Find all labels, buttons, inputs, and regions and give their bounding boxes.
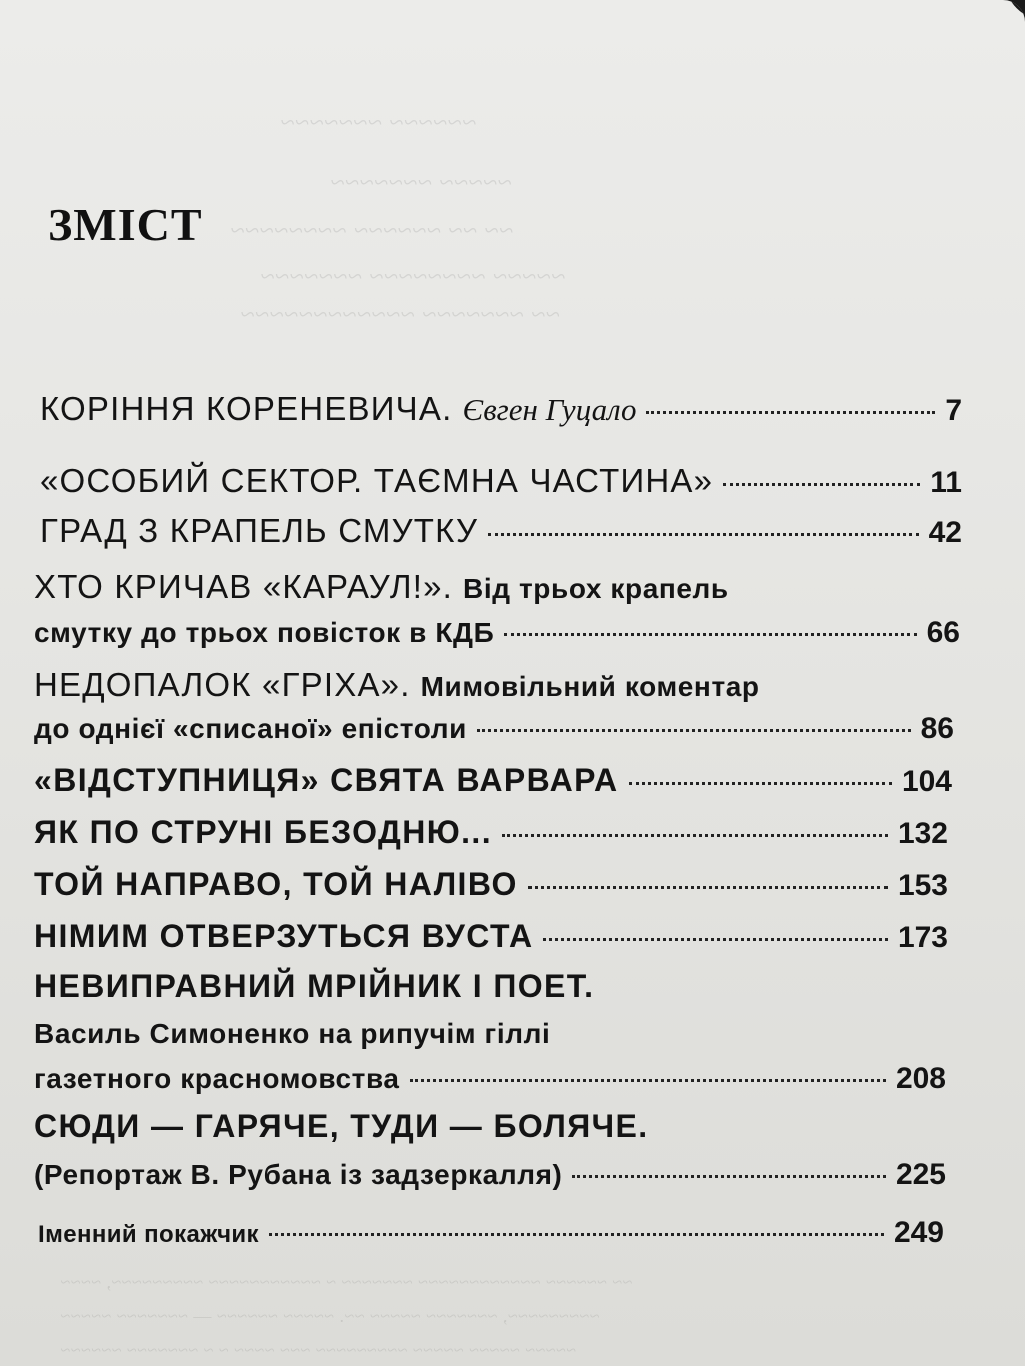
entry-title: ХТО КРИЧАВ «КАРАУЛ!». [34, 568, 454, 605]
show-through-text: ~~ ~~~~~~ ~~~~~~~~~~~~ ~~~~~~~ ~ ~~~~~~~~~~~ ~~~~~~~~~, ~~~~ [60, 1272, 633, 1292]
show-through-text: ~~~~~ ~~~~~~~~ ~~~~~~~ [260, 262, 566, 291]
leader-dots [528, 886, 888, 889]
toc-entry [40, 462, 962, 500]
leader-dots [543, 938, 887, 941]
show-through-text: ~~ ~~~~~~~ ~~~~~~~~~~~~ [240, 300, 560, 329]
page-number: 42 [928, 516, 962, 549]
page-number: 249 [893, 1216, 944, 1249]
entry-subtitle: (Репортаж В. Рубана із задзеркалля) [34, 1159, 563, 1190]
entry-title: «ОСОБИЙ СЕКТОР. ТАЄМНА ЧАСТИНА» [40, 462, 714, 499]
leader-dots [504, 633, 916, 636]
leader-dots [488, 533, 919, 536]
page-number: 86 [920, 712, 954, 745]
toc-entry [40, 512, 962, 550]
toc-entry [34, 1108, 649, 1145]
toc-entry [34, 814, 948, 851]
page-number: 208 [895, 1062, 946, 1095]
leader-dots [629, 782, 892, 785]
entry-subtitle: до однієї «списаної» епістоли [34, 713, 467, 744]
leader-dots [572, 1175, 885, 1178]
leader-dots [410, 1079, 886, 1082]
leader-dots [477, 729, 911, 732]
page-number: 7 [945, 394, 962, 427]
entry-subtitle: Василь Симоненко на рипучім гіллі [34, 1018, 551, 1049]
toc-entry-continuation [34, 616, 960, 650]
show-through-text: ~~~~~ ~~~~~ ~~~~~ ~~~~~~~~~ ~~~ ~~~~ ~ ~ ~~~~~~~ ~~~~~~ [60, 1340, 576, 1360]
leader-dots [723, 483, 920, 486]
entry-title: НЕДОПАЛОК «ГРІХА». [34, 666, 411, 703]
contents-heading: ЗМІСТ [48, 199, 203, 250]
entry-title: ЯК ПО СТРУНІ БЕЗОДНЮ... [34, 814, 492, 850]
toc-entry [34, 762, 952, 799]
entry-title: НЕВИПРАВНИЙ МРІЙНИК І ПОЕТ. [34, 968, 595, 1004]
toc-entry [34, 568, 729, 606]
page-number: 153 [897, 869, 948, 902]
entry-subtitle: Від трьох крапель [463, 573, 729, 604]
entry-title: НІМИМ ОТВЕРЗУТЬСЯ ВУСТА [34, 918, 534, 954]
entry-title: Іменний покажчик [38, 1221, 259, 1248]
show-through-text: ~~~~~~~~~, ~~~~~~~ ~~~~~ ~~. ~~~~~ ~~~~~~ — ~~~~~~~ ~~~~~ [60, 1306, 600, 1326]
toc-entry [34, 968, 594, 1005]
entry-author: Євген Гуцало [462, 392, 637, 427]
entry-title: КОРІННЯ КОРЕНЕВИЧА. [40, 390, 453, 427]
entry-subtitle: Мимовільний коментар [420, 671, 760, 702]
entry-title: СЮДИ — ГАРЯЧЕ, ТУДИ — БОЛЯЧЕ. [34, 1108, 649, 1144]
toc-entry-continuation [34, 712, 954, 746]
toc-entry [38, 1216, 944, 1250]
entry-subtitle: смутку до трьох повісток в КДБ [34, 617, 495, 648]
toc-entry-continuation [34, 1018, 550, 1050]
leader-dots [269, 1233, 884, 1236]
toc-entry [34, 666, 760, 704]
leader-dots [502, 834, 888, 837]
page-number: 173 [897, 921, 948, 954]
entry-subtitle: газетного красномовства [34, 1063, 400, 1094]
page-number: 132 [897, 817, 948, 850]
page-number: 66 [926, 616, 960, 649]
entry-title: ТОЙ НАПРАВО, ТОЙ НАЛІВО [34, 866, 518, 902]
toc-entry [40, 390, 962, 428]
page-number: 104 [901, 765, 952, 798]
toc-entry-continuation [34, 1062, 946, 1096]
toc-entry [34, 918, 948, 955]
show-through-text: ~~~~~ ~~~~~~~ [330, 168, 512, 197]
show-through-text: ~~~~~~ ~~~~~~~ [280, 108, 477, 137]
entry-title: ГРАД З КРАПЕЛЬ СМУТКУ [40, 512, 479, 549]
page-number: 11 [930, 466, 962, 499]
page-number: 225 [895, 1158, 946, 1191]
toc-entry-continuation [34, 1158, 946, 1192]
show-through-text: ~~ ~~ ~~~~~~ ~~~~~~~~ [230, 216, 514, 245]
entry-title: «ВІДСТУПНИЦЯ» СВЯТА ВАРВАРА [34, 762, 619, 798]
toc-entry [34, 866, 948, 903]
leader-dots [646, 411, 935, 414]
